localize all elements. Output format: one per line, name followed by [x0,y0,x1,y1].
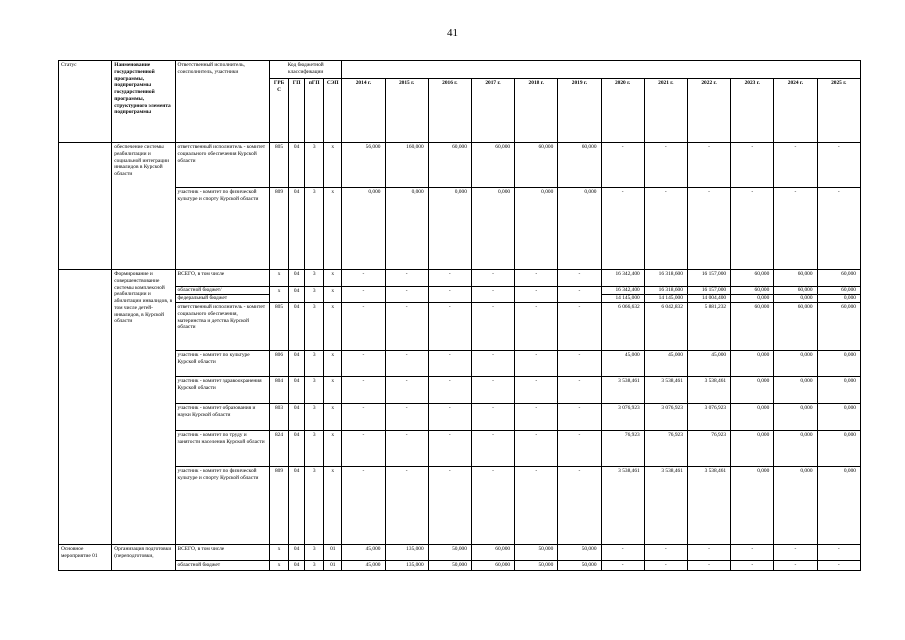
code-cell: 3 [305,143,324,188]
value-cell: 60,000 [471,143,514,188]
code-cell: х [324,188,342,270]
code-cell: 3 [305,188,324,270]
value-cell: - [385,431,428,467]
value-cell: 0,000 [774,351,817,377]
value-cell: 56,000 [342,143,385,188]
value-cell: 0,000 [731,351,774,377]
value-cell: - [515,377,558,404]
value-cell: 0,000 [817,467,860,545]
element-name: обеспечение системы реабилитации и социальной интеграции инвалидов в Курской области [112,143,175,270]
value-cell: - [731,545,774,561]
value-cell: 0,000 [817,404,860,431]
value-cell: 60,000 [428,143,471,188]
code-cell: 04 [289,143,305,188]
value-federal: 0,000 [731,294,773,302]
value-cell: 0,000 [731,467,774,545]
value-federal: 0,000 [774,294,816,302]
value-cell: 3 538,461 [601,377,644,404]
value-cell: - [601,188,644,270]
value-federal: 0,000 [818,294,860,302]
value-cell: 16 318,600 [644,270,687,287]
element-name: Формирование и совершенствование системы комплексной реабилитации и абилитации инвалидов, в том числе детей-инвалидов, в Курской области [112,270,175,545]
value-cell: 0,000 [428,188,471,270]
code-cell: 3 [305,561,324,571]
table-row [59,287,861,303]
value-cell: 76,923 [644,431,687,467]
header-year: 2020 г. [601,79,644,143]
table-row [59,404,861,431]
value-cell: - [558,467,601,545]
header-year: 2014 г. [342,79,385,143]
value-cell [817,287,860,303]
value-cell: 160,000 [385,143,428,188]
responsible-cell: участник - комитет по физической культуре и спорту Курской области [175,188,269,270]
code-cell: 04 [289,287,305,303]
code-cell: 04 [289,270,305,287]
value-cell: - [644,561,687,571]
table-row [59,377,861,404]
table-row [59,467,861,545]
code-cell: 04 [289,303,305,351]
header-year: 2017 г. [471,79,514,143]
value-cell: 45,000 [601,351,644,377]
value-cell: 60,000 [515,143,558,188]
value-cell: - [471,287,514,303]
value-cell: 0,000 [774,404,817,431]
value-cell: - [817,188,860,270]
code-cell: х [270,287,289,303]
value-cell: - [731,561,774,571]
responsible-cell: участник - комитет по культуре Курской области [175,351,269,377]
code-cell: 806 [270,351,289,377]
value-cell: 50,000 [515,545,558,561]
value-cell: 0,000 [342,188,385,270]
value-cell: - [385,287,428,303]
code-cell: 805 [270,303,289,351]
value-cell: 0,000 [817,377,860,404]
value-cell: 45,000 [687,351,730,377]
value-cell: 60,000 [817,270,860,287]
value-cell: - [774,188,817,270]
value-cell: - [385,377,428,404]
value-cell: - [601,561,644,571]
table-row [59,351,861,377]
value-cell: - [342,467,385,545]
value-cell: - [731,143,774,188]
code-cell: х [324,377,342,404]
value-cell: 16 342,400 [601,270,644,287]
code-cell: х [324,467,342,545]
value-cell: - [515,270,558,287]
value-cell: - [471,351,514,377]
value-cell: 0,000 [558,188,601,270]
responsible-cell [175,287,269,303]
value-cell: 50,000 [558,545,601,561]
responsible-cell: ответственный исполнитель - комитет социального обеспечения, материнства и детства Курской области [175,303,269,351]
value-cell: 45,000 [342,561,385,571]
value-cell: - [558,270,601,287]
value-cell: - [817,143,860,188]
responsible-cell: участник - комитет по труду и занятости населения Курской области [175,431,269,467]
value-cell: - [471,431,514,467]
header-code-pgp: пГП [305,79,324,143]
value-cell: 76,923 [687,431,730,467]
value-cell: 60,000 [471,545,514,561]
value-cell: - [515,351,558,377]
code-cell: 01 [324,545,342,561]
code-cell: х [324,404,342,431]
header-year: 2015 г. [385,79,428,143]
table-row [59,188,861,270]
header-code-gp: ГП [289,79,305,143]
code-cell: 803 [270,404,289,431]
header-responsible: Ответственный исполнитель, соисполнитель, участники [175,61,269,143]
value-cell: 3 538,461 [601,467,644,545]
value-cell: - [428,287,471,303]
header-code-grbs: ГРБС [270,79,289,143]
value-cell: - [558,351,601,377]
value-cell: 16 157,000 [687,270,730,287]
value-cell: - [558,377,601,404]
header-year: 2022 г. [687,79,730,143]
header-code-group: Код бюджетной классификации [270,61,342,79]
code-cell: х [324,287,342,303]
value-cell: 50,000 [428,545,471,561]
code-cell: 3 [305,287,324,303]
value-cell: 3 538,461 [644,377,687,404]
value-cell: - [471,303,514,351]
value-cell: 3 076,923 [644,404,687,431]
value-cell: - [644,143,687,188]
value-cell: - [774,143,817,188]
value-cell: - [471,404,514,431]
value-cell: - [471,270,514,287]
table-row [59,545,861,561]
responsible-cell: участник - комитет здравоохранения Курской области [175,377,269,404]
value-cell: 45,000 [342,545,385,561]
header-years-spacer [342,61,861,79]
code-cell: 04 [289,188,305,270]
element-name: Организация подготовки (переподготовки, [112,545,175,571]
code-cell: х [324,351,342,377]
value-cell: - [515,467,558,545]
code-cell: 809 [270,188,289,270]
value-regional: 16 157,000 [701,287,727,293]
status-cell: Основное мероприятие 01 [59,545,112,571]
value-cell: 0,000 [774,431,817,467]
header-code-sep: СЭП [324,79,342,143]
table-row [59,303,861,351]
value-cell: 50,000 [558,561,601,571]
value-cell: - [428,270,471,287]
value-cell: - [385,467,428,545]
budget-table [58,60,861,571]
code-cell: х [270,270,289,287]
value-cell: - [385,270,428,287]
value-cell: - [817,545,860,561]
value-cell: - [428,351,471,377]
table-row [59,431,861,467]
value-cell: - [601,143,644,188]
value-cell: - [342,377,385,404]
value-cell: - [817,561,860,571]
value-cell: 0,000 [817,431,860,467]
value-cell: 0,000 [471,188,514,270]
header-year: 2025 г. [817,79,860,143]
value-cell: 50,000 [515,561,558,571]
code-cell: 3 [305,431,324,467]
code-cell: х [270,545,289,561]
value-cell: - [644,188,687,270]
value-cell: 0,000 [774,377,817,404]
value-cell: 135,000 [385,545,428,561]
value-cell: - [558,287,601,303]
value-cell: 0,000 [817,351,860,377]
table-row [59,270,861,287]
responsible-cell: участник - комитет образования и науки Курской области [175,404,269,431]
code-cell: 3 [305,303,324,351]
value-cell: 0,000 [774,467,817,545]
status-cell [59,143,112,270]
value-cell: - [558,303,601,351]
value-cell: 0,000 [731,377,774,404]
code-cell: х [270,561,289,571]
header-status: Статус [59,61,112,143]
value-cell: - [342,351,385,377]
value-cell: - [558,431,601,467]
value-cell: 0,000 [731,431,774,467]
header-year: 2023 г. [731,79,774,143]
value-cell: - [774,545,817,561]
value-cell: 0,000 [515,188,558,270]
value-cell: - [385,351,428,377]
value-regional: 16 318,600 [658,287,683,293]
value-cell: - [342,287,385,303]
value-cell: - [515,303,558,351]
value-cell: 60,000 [558,143,601,188]
value-cell: - [687,143,730,188]
responsible-cell: участник - комитет по физической культуре и спорту Курской области [175,467,269,545]
code-cell: х [324,270,342,287]
header-year: 2024 г. [774,79,817,143]
value-cell: 6 066,632 [601,303,644,351]
value-cell: - [342,404,385,431]
value-cell: 3 538,461 [687,467,730,545]
code-cell: 01 [324,561,342,571]
resp-federal: федеральный бюджет [176,294,269,302]
value-cell: 5 881,232 [687,303,730,351]
value-cell: - [558,404,601,431]
resp-regional: областной бюджет/ [177,287,222,293]
value-cell: 6 042,832 [644,303,687,351]
code-cell: 805 [270,143,289,188]
value-cell: 60,000 [774,270,817,287]
value-federal: 14 145,000 [645,294,687,302]
value-cell: - [515,404,558,431]
value-cell: 45,000 [644,351,687,377]
value-cell: 60,000 [774,303,817,351]
code-cell: х [324,303,342,351]
responsible-cell: ВСЕГО, в том числе [175,270,269,287]
code-cell: 804 [270,377,289,404]
value-cell [601,287,644,303]
value-cell: - [515,431,558,467]
value-cell: 3 538,461 [644,467,687,545]
value-cell: 60,000 [731,270,774,287]
code-cell: 04 [289,404,305,431]
value-cell: 135,000 [385,561,428,571]
value-cell: - [428,467,471,545]
value-cell: - [515,287,558,303]
page-number: 41 [447,27,458,39]
value-regional: 60,000 [754,287,770,293]
table-row [59,561,861,571]
code-cell: 04 [289,561,305,571]
value-cell: - [687,561,730,571]
value-cell: 3 076,923 [601,404,644,431]
table-row [59,143,861,188]
value-cell: - [774,561,817,571]
code-cell: 3 [305,377,324,404]
value-cell: - [342,431,385,467]
value-cell: - [342,270,385,287]
responsible-cell: ответственный исполнитель - комитет социального обеспечения Курской области [175,143,269,188]
code-cell: 3 [305,351,324,377]
value-cell: - [731,188,774,270]
value-cell: - [601,545,644,561]
responsible-cell: ВСЕГО, в том числе [175,545,269,561]
value-federal: 14 004,400 [688,294,730,302]
value-cell: - [471,467,514,545]
header-name: Наименование государственной программы, подпрограммы государственной программы, структурного элемента подпрограммы [112,61,175,143]
value-cell: 50,000 [428,561,471,571]
header-year: 2019 г. [558,79,601,143]
value-cell: - [385,404,428,431]
code-cell: 809 [270,467,289,545]
code-cell: 04 [289,545,305,561]
value-cell: 60,000 [817,303,860,351]
header-year: 2018 г. [515,79,558,143]
code-cell: 3 [305,467,324,545]
value-cell: - [428,377,471,404]
value-cell: 0,000 [385,188,428,270]
responsible-cell: областной бюджет [175,561,269,571]
value-cell: - [428,404,471,431]
code-cell: х [324,431,342,467]
value-cell: 3 076,923 [687,404,730,431]
value-cell: 0,000 [731,404,774,431]
value-cell: - [342,303,385,351]
code-cell: 04 [289,431,305,467]
value-cell: - [385,303,428,351]
value-regional: 16 342,400 [615,287,640,293]
value-cell: 3 538,461 [687,377,730,404]
value-cell [687,287,730,303]
value-cell: 60,000 [731,303,774,351]
value-cell: - [428,431,471,467]
status-cell [59,270,112,545]
header-year: 2021 г. [644,79,687,143]
value-cell: - [428,303,471,351]
value-cell [731,287,774,303]
code-cell: 3 [305,270,324,287]
value-cell [644,287,687,303]
header-row-top [59,61,861,79]
value-regional: 60,000 [841,287,856,293]
code-cell: 824 [270,431,289,467]
value-cell: 60,000 [471,561,514,571]
value-cell: - [644,545,687,561]
value-cell [774,287,817,303]
code-cell: 04 [289,467,305,545]
code-cell: 04 [289,377,305,404]
code-cell: 3 [305,404,324,431]
code-cell: х [324,143,342,188]
value-regional: 60,000 [797,287,813,293]
value-cell: 76,923 [601,431,644,467]
header-year: 2016 г. [428,79,471,143]
value-cell: - [687,188,730,270]
value-federal: 14 145,000 [602,294,644,302]
value-cell: - [687,545,730,561]
code-cell: 04 [289,351,305,377]
code-cell: 3 [305,545,324,561]
value-cell: - [471,377,514,404]
